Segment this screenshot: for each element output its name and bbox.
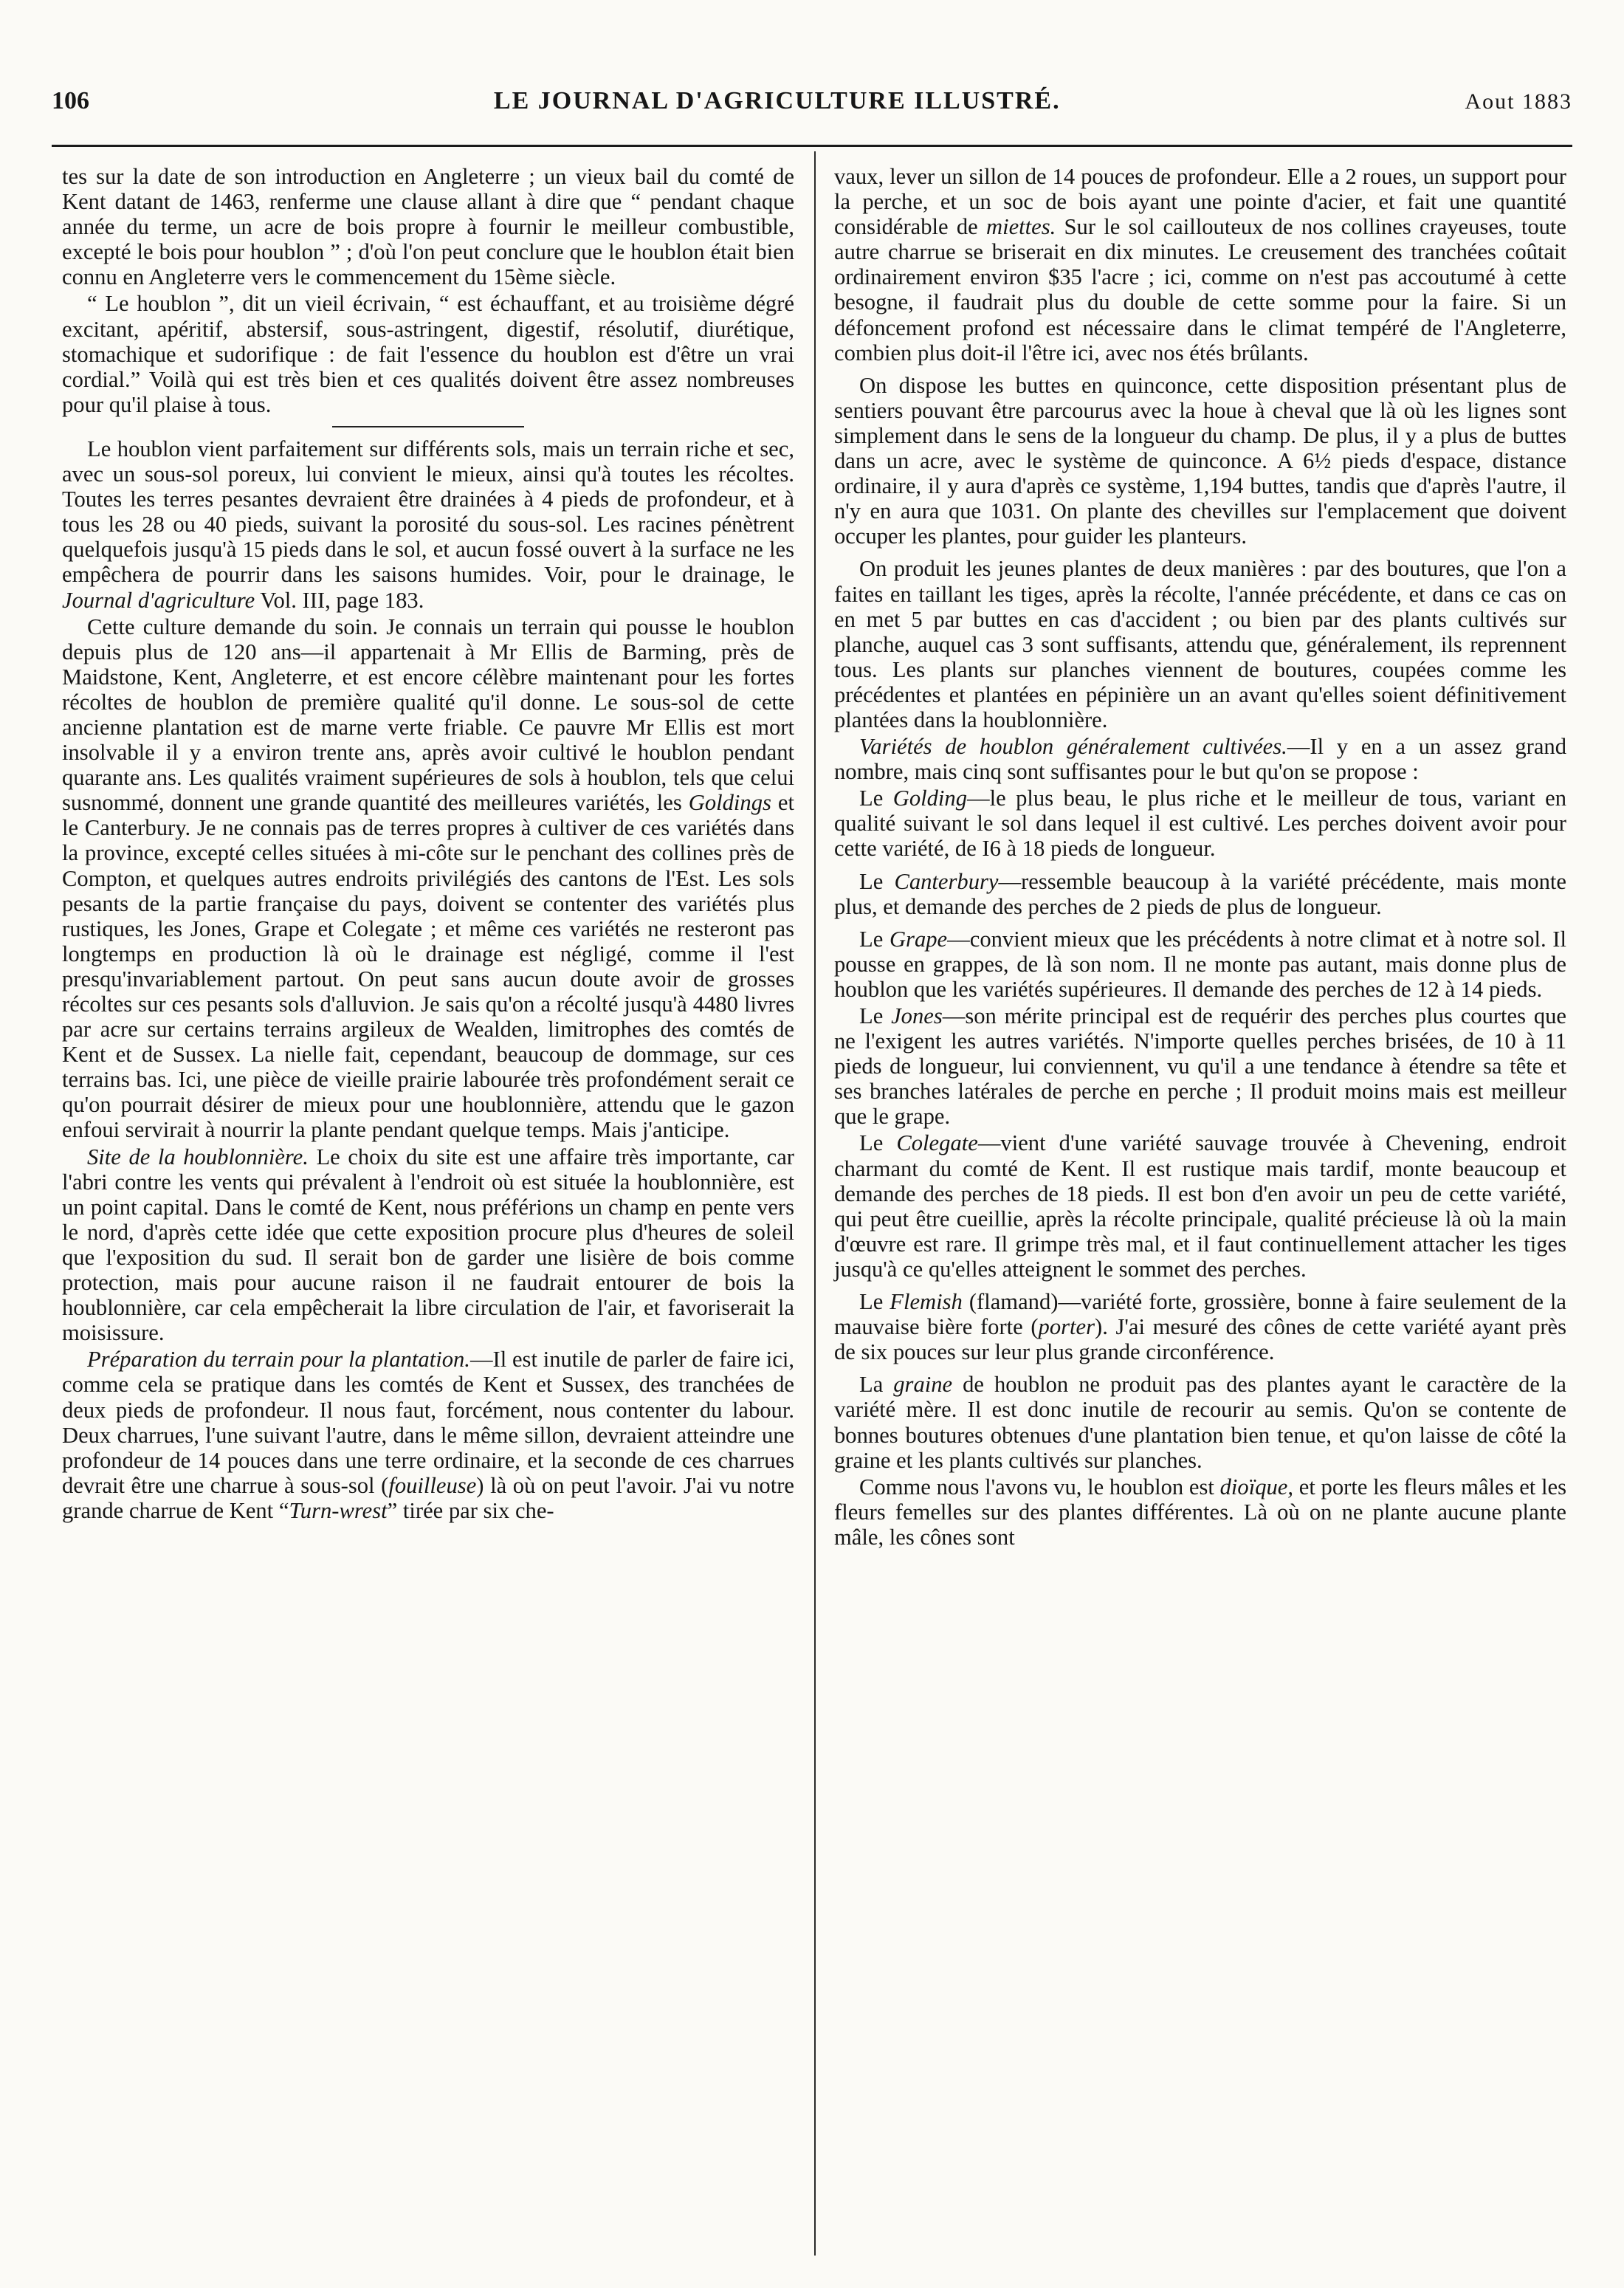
journal-title: LE JOURNAL D'AGRICULTURE ILLUSTRÉ. [493, 87, 1061, 114]
paragraph [834, 869, 1566, 919]
paragraph [834, 734, 1566, 784]
text-run: Vol. III, page 183. [260, 587, 424, 613]
paragraph [62, 614, 794, 1143]
variety-name: Golding [892, 786, 968, 811]
issue-date: Aout 1883 [1465, 89, 1572, 114]
variety-name: Jones [891, 1003, 943, 1028]
page-number: 106 [52, 87, 89, 114]
text-run: et porte les fleurs mâles et les fleurs femelles sur des plantes différentes. Là où on ne plante aucune plante mâle, les cônes sont [834, 1474, 1566, 1550]
paragraph [834, 1130, 1566, 1282]
text-run: de houblon ne produit pas des plantes ayant le caractère de la variété mère. Il est donc inutile de recourir au semis. Qu'on se contente de bonnes boutures obtenues d'une plantation bien tenue, et qu'on laisse de côté la graine et les plants cultivés sur planches. [834, 1372, 1566, 1473]
text-run: Sur le sol caillouteux de nos collines crayeuses, toute autre charrue se briserait en dix minutes. Le creusement des tranchées coûtait ordinairement environ $35 l'acre ; ici, comme on n'est pas accoutumé à cette besogne, il faudrait plus du double de cette somme pour la faire. Si un défoncement profond est nécessaire dans le climat tempéré de l'Angleterre, combien plus doit-il l'être ici, avec nos étés brûlants. [834, 214, 1566, 365]
paragraph [62, 1347, 794, 1523]
text-run: ” tirée par six che- [387, 1497, 554, 1523]
italic-run: porter [1038, 1314, 1095, 1340]
text-run: La [859, 1372, 884, 1398]
variety-name: Canterbury [894, 868, 999, 894]
section-heading: Variétés de houblon généralement cultivées. [859, 734, 1287, 760]
italic-run: Journal d'agriculture [62, 587, 255, 613]
text-run: Le [859, 868, 884, 894]
text-run: ) là où on peut l'avoir. J'ai vu notre grande charrue de Kent “ [62, 1472, 794, 1523]
column-divider [814, 151, 816, 2256]
text-run: Le houblon vient parfaitement sur différents sols, mais un terrain riche et sec, avec un sous-sol poreux, lui convient le mieux, ainsi qu'à toutes les récoltes. Toutes les terres pesantes devraient être drainées à 4 pieds de profondeur, et à tous les 28 ou 40 pieds, suivant la porosité du sous-sol. Les racines pénètrent quelquefois jusqu'à 15 pieds dans le sol, et aucun fossé ouvert à la surface ne les empêchera de pourrir dans les saisons humides. Voir, pour le drainage, le [62, 436, 794, 588]
left-column [62, 164, 794, 1523]
text-run: —vient d'une variété sauvage trouvée à Chevening, endroit charmant du comté de Kent. Il est rustique mais tardif, monte beaucoup et demande des perches de 18 pieds. Il est bon d'en avoir un peu de cette variété, qui peut être cueillie, après la récolte principale, qualité précieuse là où la main d'œuvre est rare. Il grimpe très mal, et il faut continuellement attacher les tiges jusqu'à ce qu'elles atteignent le sommet des perches. [834, 1130, 1566, 1282]
paragraph: On dispose les buttes en quinconce, cette disposition présentant plus de sentiers pouvant être parcourus avec la houe à cheval que là où les lignes sont simplement dans le sens de la longueur du champ. De plus, il y a plus de buttes dans un acre, avec le système de quinconce. A 6½ pieds d'espace, distance ordinaire, il y aura d'après ce système, 1,194 buttes, tandis que d'après l'autre, il n'y en aura que 1031. On plante des chevilles sur l'emplacement que doivent occuper les plantes, pour guider les planteurs. [834, 372, 1566, 549]
text-run: Le [859, 1289, 884, 1315]
variety-name: Grape [889, 926, 948, 952]
paragraph [834, 1474, 1566, 1550]
paragraph: On produit les jeunes plantes de deux manières : par des boutures, que l'on a faites en taillant les tiges, après la récolte, l'année précédente, et dans ce cas on en met 5 par buttes en cas d'accident ; ou bien par des plants cultivés sur planche, auquel cas 3 sont suffisants, attendu que, généralement, ils reprennent tous. Les plants sur planches viennent de boutures, coupées comme les précédentes et plantées en pépinière un an avant qu'elles soient définitivement plantées dans la houblonnière. [834, 556, 1566, 732]
italic-run: fouilleuse [388, 1472, 477, 1498]
text-run: et le Canterbury. Je ne connais pas de terres propres à cultiver de ces variétés dans la province, excepté celles situées à mi-côte sur le penchant des collines près de Compton, et quelques autres endroits privilégiés des cantons de l'Est. Les sols pesants de la partie française du pays, doivent se contenter des variétés plus rustiques, les Jones, Grape et Colegate ; et même ces variétés ne resteront pas longtemps en production là où le drainage est négligé, comme il l'est presqu'invariablement partout. On peut sans aucun doute avoir de grosses récoltes sur ces pesants sols d'alluvion. Je sais qu'on a récolté jusqu'à 4480 livres par acre sur certains terrains argileux de Wealden, limitrophes des comtés de Kent et de Sussex. La nielle fait, cependant, beaucoup de dommage, sur ces terrains bas. Ici, une pièce de vieille prairie labourée très profondément serait ce qu'on pourrait désirer de mieux pour une houblonnière, attendu que le gazon enfoui servirait à nourrir la plante pendant quelque temps. Mais j'anticipe. [62, 790, 794, 1143]
text-run: —Il y en a un assez grand nombre, mais cinq sont suffisantes pour le but qu'on se propose : [834, 734, 1566, 785]
text-run: Le [859, 1130, 884, 1156]
variety-name: Colegate [896, 1130, 978, 1156]
header-rule [52, 145, 1572, 147]
section-rule [332, 426, 524, 427]
italic-run: miettes. [985, 214, 1056, 240]
text-run: Cette culture demande du soin. Je connais un terrain qui pousse le houblon depuis plus de 120 ans—il appartenait à Mr Ellis de Barming, près de Maidstone, Kent, Angleterre, et est encore célèbre maintenant pour les fortes récoltes de houblon de première qualité qu'il donne. Le sous-sol de cette ancienne plantation est de marne verte friable. Ce pauvre Mr Ellis est mort insolvable il y a environ trente ans, après avoir cultivé le houblon pendant quarante ans. Les qualités vraiment supérieures de sols à houblon, tels que celui susnommé, donnent une grande quantité des meilleures variétés, les [62, 614, 794, 816]
paragraph [834, 786, 1566, 861]
paragraph: tes sur la date de son introduction en Angleterre ; un vieux bail du comté de Kent datant de 1463, renferme une clause allant à dire que “ pendant chaque année du terme, un acre de bois propre à fournir le meilleur combustible, excepté le bois pour houblon ” ; d'où l'on peut conclure que le houblon était bien connu en Angleterre vers le commencement du 15ème siècle. [62, 164, 794, 290]
text-run: —Il est inutile de parler de faire ici, comme cela se pratique dans les comtés de Kent et Sussex, des tranchées de deux pieds de profondeur. Il nous faut, forcément, nous contenter du labour. Deux charrues, l'une suivant l'autre, dans le même sillon, devraient atteindre une profondeur de 14 pouces dans une terre ordinaire, et la seconde de ces charrues devrait être une charrue à sous-sol ( [62, 1347, 794, 1498]
text-run: Le [859, 786, 884, 811]
italic-run: dioïque, [1219, 1474, 1294, 1499]
paragraph: “ Le houblon ”, dit un vieil écrivain, “ est échauffant, et au troisième dégré excitant, apéritif, abstersif, sous-astringent, digestif, résolutif, diurétique, stomachique et sudorifique : de fait l'essence du houblon est d'être un vrai cordial.” Voilà qui est très bien et ces qualités doivent être assez nombreuses pour qu'il plaise à tous. [62, 291, 794, 417]
section-heading: Préparation du terrain pour la plantation. [87, 1347, 470, 1373]
text-run: —le plus beau, le plus riche et le meilleur de tous, variant en qualité suivant le sol dans lequel il est cultivé. Les perches doivent avoir pour cette variété, de I6 à 18 pieds de longueur. [834, 786, 1567, 862]
text-run: —convient mieux que les précédents à notre climat et à notre sol. Il pousse en grappes, de là son nom. Il ne monte pas autant, mais donne plus de houblon que les variétés supérieures. Il demande des perches de 12 à 14 pieds. [834, 926, 1566, 1002]
page-header [52, 87, 1572, 131]
section-heading: Site de la houblonnière. [87, 1144, 309, 1169]
italic-run: Turn-wrest [289, 1497, 388, 1523]
paragraph [834, 927, 1566, 1002]
paragraph [834, 1289, 1566, 1364]
text-run: Comme nous l'avons vu, le houblon est [859, 1474, 1214, 1499]
paragraph [62, 436, 794, 613]
text-run: vaux, lever un sillon de 14 pouces de profondeur. Elle a 2 roues, un support pour la perche, et un soc de bois ayant une pointe d'acier, et fait une quantité considérable de [834, 164, 1566, 240]
paragraph [62, 1144, 794, 1346]
variety-name: Flemish [890, 1289, 963, 1315]
text-run: Le [859, 926, 884, 952]
paragraph [834, 1003, 1566, 1129]
text-run: Le choix du site est une affaire très importante, car l'abri contre les vents qui prévalent à l'endroit où est située la houblonnière, est un point capital. Dans le comté de Kent, nous préférions un champ en pente vers le nord, d'après cette idée que cette exposition procure plus d'heures de soleil que l'exposition du sud. Il serait bon de garder une lisière de bois comme protection, mais pour aucune raison il ne faudrait entourer de bois la houblonnière, car cela empêcherait la libre circulation de l'air, et favoriserait la moisissure. [62, 1144, 794, 1346]
text-run: (flamand)—variété forte, grossière, bonne à faire seulement de la mauvaise bière forte ( [834, 1289, 1566, 1340]
text-run: —ressemble beaucoup à la variété précédente, mais monte plus, et demande des perches de 2 pieds de plus de longueur. [834, 868, 1566, 919]
italic-run: graine [893, 1372, 953, 1398]
right-column [834, 164, 1566, 1550]
text-run: ). J'ai mesuré des cônes de cette variété ayant près de six pouces sur leur plus grande circonférence. [834, 1314, 1566, 1365]
paragraph [834, 1372, 1566, 1472]
paragraph [834, 164, 1566, 365]
text-run: —son mérite principal est de requérir des perches plus courtes que ne l'exigent les autres variétés. N'importe quelles perches brisées, de 10 à 11 pieds de longueur, lui conviennent, vu qu'il a une tendance à étendre sa tête et ses branches latérales de perche en perche ; Il produit moins mais est meilleur que le grape. [834, 1003, 1566, 1130]
italic-run: Goldings [688, 790, 771, 816]
text-run: Le [859, 1003, 884, 1028]
